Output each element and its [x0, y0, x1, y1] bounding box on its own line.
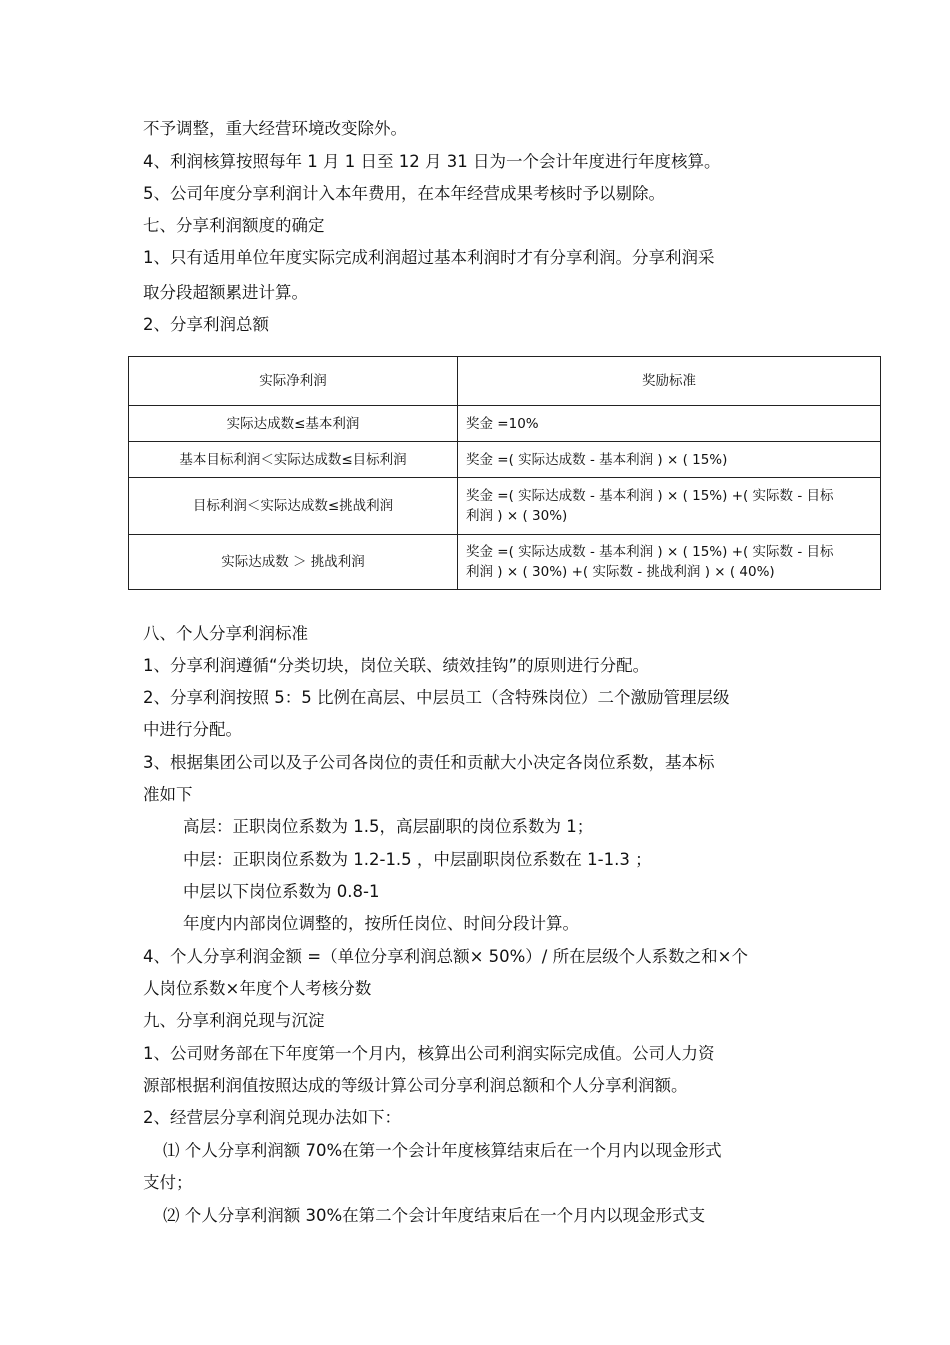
- paragraph-line: 取分段超额累进计算。: [143, 283, 308, 302]
- reward-line: 利润 ) × ( 30%) +( 实际数 - 挑战利润 ) × ( 40%): [466, 564, 775, 580]
- paragraph-line: 5、公司年度分享利润计入本年费用，在本年经营成果考核时予以剔除。: [143, 184, 665, 203]
- condition-cell: 实际达成数 ＞ 挑战利润: [129, 535, 458, 590]
- condition-cell: 目标利润＜实际达成数≤挑战利润: [129, 478, 458, 535]
- reward-line: 奖金 =( 实际达成数 - 基本利润 ) × ( 15%) +( 实际数 - 目标: [466, 544, 834, 560]
- table-row: [129, 478, 881, 535]
- paragraph-line: 2、分享利润按照 5：5 比例在高层、中层员工（含特殊岗位）二个激励管理层级: [143, 688, 730, 707]
- paragraph-line: 高层：正职岗位系数为 1.5，高层副职的岗位系数为 1；: [183, 817, 594, 836]
- reward-cell: [458, 535, 881, 590]
- reward-line: 奖金 =10%: [466, 415, 539, 432]
- paragraph-line: 4、利润核算按照每年 1 月 1 日至 12 月 31 日为一个会计年度进行年度核算。: [143, 152, 721, 171]
- condition-cell: 基本目标利润＜实际达成数≤目标利润: [129, 442, 458, 478]
- paragraph-line: 中层以下岗位系数为 0.8-1: [183, 882, 380, 901]
- reward-table: [128, 356, 881, 590]
- paragraph-line: 3、根据集团公司以及子公司各岗位的责任和贡献大小决定各岗位系数，基本标: [143, 753, 715, 772]
- reward-cell: [458, 406, 881, 442]
- paragraph-line: 年度内内部岗位调整的，按所任岗位、时间分段计算。: [183, 914, 579, 933]
- table-row: [129, 406, 881, 442]
- section-heading: 九、分享利润兑现与沉淀: [143, 1011, 325, 1030]
- paragraph-line: 4、个人分享利润金额 =（单位分享利润总额× 50%）/ 所在层级个人系数之和×个: [143, 947, 748, 966]
- paragraph-line: 1、只有适用单位年度实际完成利润超过基本利润时才有分享利润。分享利润采: [143, 248, 715, 267]
- paragraph-line: 不予调整，重大经营环境改变除外。: [143, 119, 407, 138]
- section-heading: 八、个人分享利润标准: [143, 624, 308, 643]
- table-header-row: [129, 357, 881, 406]
- paragraph-line: 人岗位系数×年度个人考核分数: [143, 979, 372, 998]
- paragraph-line: 中进行分配。: [143, 720, 242, 739]
- reward-line: 奖金 =( 实际达成数 - 基本利润 ) × ( 15%) +( 实际数 - 目标: [466, 488, 834, 504]
- paragraph-line: ⑴ 个人分享利润额 70%在第一个会计年度核算结束后在一个月内以现金形式: [163, 1141, 722, 1160]
- table-row: [129, 535, 881, 590]
- paragraph-line: 2、经营层分享利润兑现办法如下：: [143, 1108, 401, 1127]
- paragraph-line: 支付；: [143, 1173, 193, 1192]
- reward-cell: [458, 478, 881, 535]
- reward-line: 利润 ) × ( 30%): [466, 508, 568, 524]
- reward-line: 奖金 =( 实际达成数 - 基本利润 ) × ( 15%): [466, 451, 728, 468]
- paragraph-line: 源部根据利润值按照达成的等级计算公司分享利润总额和个人分享利润额。: [143, 1076, 688, 1095]
- paragraph-line: 1、公司财务部在下年度第一个月内，核算出公司利润实际完成值。公司人力资: [143, 1044, 715, 1063]
- condition-cell: 实际达成数≤基本利润: [129, 406, 458, 442]
- paragraph-line: 中层：正职岗位系数为 1.2-1.5 ，中层副职岗位系数在 1-1.3 ；: [183, 850, 652, 869]
- table-row: [129, 442, 881, 478]
- table-header-cell: 实际净利润: [129, 357, 458, 406]
- section-heading: 七、分享利润额度的确定: [143, 216, 325, 235]
- paragraph-line: 准如下: [143, 785, 193, 804]
- reward-cell: [458, 442, 881, 478]
- paragraph-line: 1、分享利润遵循“分类切块，岗位关联、绩效挂钩”的原则进行分配。: [143, 656, 650, 675]
- paragraph-line: 2、分享利润总额: [143, 315, 269, 334]
- table-header-cell: 奖励标准: [458, 357, 881, 406]
- paragraph-line: ⑵ 个人分享利润额 30%在第二个会计年度结束后在一个月内以现金形式支: [163, 1206, 706, 1225]
